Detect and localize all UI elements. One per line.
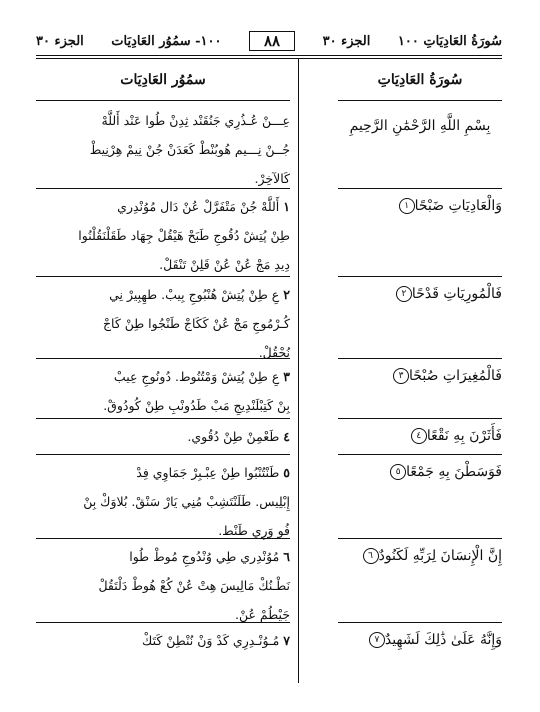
translation-title: سمُوُر العَادِيَات [120,72,206,88]
translation-line: نُجْقُلْ. [258,345,290,360]
verse-3-text: فَالْمُغِيرَاتِ صُبْحًا [409,368,502,384]
translation-line: جَيْطُمْ عُنْ. [235,607,290,622]
row-separator [36,622,290,623]
verse-4-text: فَأَثَرْنَ بِهِ نَقْعًا [426,428,502,444]
verse-3-translation [36,362,290,420]
translation-line: دِيدِ مَجْ عُنْ عُنْ قَلِنْ تَنْقَلْ. [159,257,290,272]
row-separator [338,188,502,189]
verse-end-marker: ٧ [369,632,385,648]
intro-line: كَالآخِرْ. [254,171,290,186]
verse-5-translation [36,458,290,545]
verse-3-arabic [338,368,502,384]
translation-line: ٥طَنْتُنْبُوا طِنْ عِبْـبِرْ جَمَاوِي فِدْ [136,465,290,480]
verse-number: ٧ [283,633,290,648]
basmala: بِسْمِ اللَّهِ الرَّحْمَٰنِ الرَّحِيمِ [349,118,491,134]
row-separator [338,538,502,539]
verse-6-text: إِنَّ الْإِنسَانَ لِرَبِّهِ لَكَنُودٌ [378,548,502,564]
row-separator [36,188,290,189]
verse-number: ٤ [283,429,290,444]
row-separator [338,454,502,455]
verse-6-translation [36,542,290,629]
row-separator [338,622,502,623]
intro-line: عِـــنْ عُـذُرِي جَنُقَنْد ثِدِنْ طُوا عَنْد أَللَّهْ [101,113,290,128]
page-number: ٨٨ [249,31,295,51]
translation-line: ٦مُوُنْدِري طِي وُنْدُوجِ مُوطْ طُوا [129,549,290,564]
column-divider [298,58,299,683]
verse-end-marker: ١ [399,198,415,214]
intro-line: جُــنْ نِـــيم هُوبُنْطْ كَعَدَنْ جُنْ نِيمْ هِرْنِيطْ [89,142,290,157]
verse-end-marker: ٢ [396,286,412,302]
verse-2-arabic [338,286,502,302]
verse-end-marker: ٤ [411,428,427,444]
row-separator [338,276,502,277]
verse-6-arabic [338,548,502,564]
row-separator [36,454,290,455]
verse-7-text: وَإِنَّهُ عَلَىٰ ذَٰلِكَ لَشَهِيدٌ [384,632,502,648]
verse-1-text: وَالْعَادِيَاتِ ضَبْحًا [414,198,502,214]
translation-line: ٢عِ طِنْ پُتِشْ هُنْبُوجِ بِيبْ. طهِبِيرْ نِي [109,287,290,302]
row-separator [36,538,290,539]
verse-2-text: فَالْمُورِيَاتِ قَدْحًا [411,286,502,302]
verse-2-translation [36,280,290,367]
row-separator [338,358,502,359]
verse-number: ٢ [283,287,290,302]
intro-paragraph [36,106,290,193]
verse-4-translation [36,422,290,451]
verse-end-marker: ٦ [363,548,379,564]
translation-line: ٤طَعْمِنْ طِنْ دُقُوي. [187,429,290,444]
arabic-column [338,58,502,683]
verse-7-translation [36,626,290,655]
row-separator [36,418,290,419]
translation-line: فُو وَرِي طَنْط. [218,523,290,538]
translation-line: بِنْ كَتِبْلَنْدِيجِ مَبْ طَدُونْبِ طِنْ كُودُوقْ. [103,398,290,413]
verse-5-arabic [338,464,502,480]
verse-1-translation [36,192,290,279]
row-separator [338,418,502,419]
translation-line: طِنْ پُتِشْ دُقُوجِ طَبَحْ هَيْقُلْ جِهَاد طَقَلْنَقُلْنُوا [78,228,290,243]
verse-1-arabic [338,198,502,214]
row-separator [36,358,290,359]
verse-7-arabic [338,632,502,648]
verse-end-marker: ٥ [390,464,406,480]
row-separator [338,100,502,101]
translation-line: ٣عِ طِنْ پُتِشْ وَمْتُنُوط. دُونُوجِ عِيبْ [113,369,290,384]
header-juz-left: الجزء ٣٠ [36,33,84,49]
translation-line: إِبْلِيس. طَلَنْتَشِبْ مُنِي يَارْ سَنْقْ. بُلاوَكْ بِنْ [83,494,290,509]
translation-line: كُـرْمُوجِ مَجْ عُنْ كَكَاجْ طَنْجُوا طِنْ كَاجْ [102,316,290,331]
verse-number: ١ [283,199,290,214]
translation-line: ١أَللَّهْ جُنْ مَتْفَرَّلْ عُنْ دَال مُوُنْدِري [117,199,290,214]
verse-number: ٦ [283,549,290,564]
surah-title-ornament: سُورَةُ العَادِيَاتِ [377,72,463,88]
page-header [36,30,502,52]
row-separator [36,100,290,101]
header-juz-middle: الجزء ٣٠ [322,33,371,49]
header-rule-top [36,55,502,56]
verse-5-text: فَوَسَطْنَ بِهِ جَمْعًا [406,464,502,480]
translation-line: نَطْـنُكْ مَالِيسَ هِتْ عُنْ كُعْ هُوطْ دَلْتَقُلْ [98,578,290,593]
translation-column [36,58,290,683]
translation-line: ٧مُـوُنْـدِرِي كَدْ وَنْ نُنْطِنْ كَتَكْ [142,633,290,648]
header-surah-label: سُورَةُ العَادِيَاتِ ١٠٠ [397,33,502,49]
header-translation-label: ١٠٠- سمُوُر العَادِيَات [111,33,222,49]
row-separator [36,276,290,277]
verse-end-marker: ٣ [393,368,409,384]
verse-number: ٣ [283,369,290,384]
verse-number: ٥ [283,465,290,480]
verse-4-arabic [338,428,502,444]
